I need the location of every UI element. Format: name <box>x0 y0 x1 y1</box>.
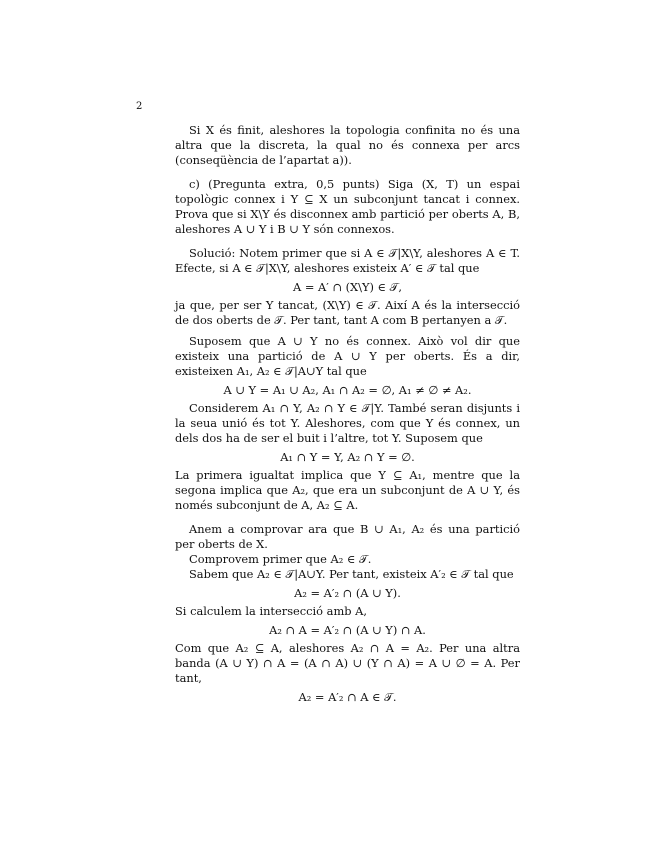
equation-3: A₁ ∩ Y = Y, A₂ ∩ Y = ∅. <box>280 450 415 464</box>
equation-5: A₂ ∩ A = A′₂ ∩ (A ∪ Y) ∩ A. <box>269 623 426 637</box>
paragraph-suppose-not-connected: Suposem que A ∪ Y no és connex. Això vol dir que existeix una partició de A ∪ Y per oberts. És a dir, existeixen A₁, A₂ ∈ 𝒯|A∪Y tal que <box>175 334 520 378</box>
equation-1: A = A′ ∩ (X\Y) ∈ 𝒯, <box>293 280 402 294</box>
paragraph-since-a2-subset: Com que A₂ ⊆ A, aleshores A₂ ∩ A = A₂. Per una altra banda (A ∪ Y) ∩ A = (A ∩ A) ∪ (Y ∩ A) = A ∪ ∅ = A. Per tant, <box>175 641 520 685</box>
equation-4: A₂ = A′₂ ∩ (A ∪ Y). <box>294 586 401 600</box>
paragraph-check-a2: Comprovem primer que A₂ ∈ 𝒯. <box>189 552 372 566</box>
paragraph-consider-intersections: Considerem A₁ ∩ Y, A₂ ∩ Y ∈ 𝒯|Y. També seran disjunts i la seua unió és tot Y. Aleshores, com que Y és connex, un dels dos ha de ser el buit i l’altre, tot Y. Suposem que <box>175 401 520 445</box>
paragraph-know-a2: Sabem que A₂ ∈ 𝒯|A∪Y. Per tant, existeix A′₂ ∈ 𝒯 tal que <box>189 567 514 581</box>
page-number: 2 <box>136 101 143 112</box>
paragraph-question-c: c) (Pregunta extra, 0,5 punts) Siga (X, T) un espai topològic connex i Y ⊆ X un subconjunt tancat i connex. Prova que si X\Y és disconnex amb partició per oberts A, B, aleshores A ∪ Y i B ∪ Y són connexos. <box>175 177 520 236</box>
paragraph-first-equality: La primera igualtat implica que Y ⊆ A₁, mentre que la segona implica que A₂, que era un subconjunt de A ∪ Y, és només subconjunt de A, A₂ ⊆ A. <box>175 468 520 512</box>
paragraph-intersection-with-a: Si calculem la intersecció amb A, <box>175 604 368 618</box>
paragraph-finite-case: Si X és finit, aleshores la topologia confinita no és una altra que la discreta, la qual no és connexa per arcs (conseqüència de l’apartat a)). <box>175 123 520 167</box>
paragraph-solution-start: Solució: Notem primer que si A ∈ 𝒯|X\Y, aleshores A ∈ T. Efecte, si A ∈ 𝒯|X\Y, aleshores existeix A′ ∈ 𝒯 tal que <box>175 246 520 275</box>
paragraph-closed-y: ja que, per ser Y tancat, (X\Y) ∈ 𝒯. Així A és la intersecció de dos oberts de 𝒯. Per tant, tant A com B pertanyen a 𝒯. <box>175 298 520 327</box>
equation-6: A₂ = A′₂ ∩ A ∈ 𝒯. <box>298 690 397 704</box>
paragraph-check-partition: Anem a comprovar ara que B ∪ A₁, A₂ és una partició per oberts de X. <box>175 522 520 551</box>
equation-2: A ∪ Y = A₁ ∪ A₂, A₁ ∩ A₂ = ∅, A₁ ≠ ∅ ≠ A₂. <box>223 383 472 397</box>
page-body <box>175 123 520 708</box>
